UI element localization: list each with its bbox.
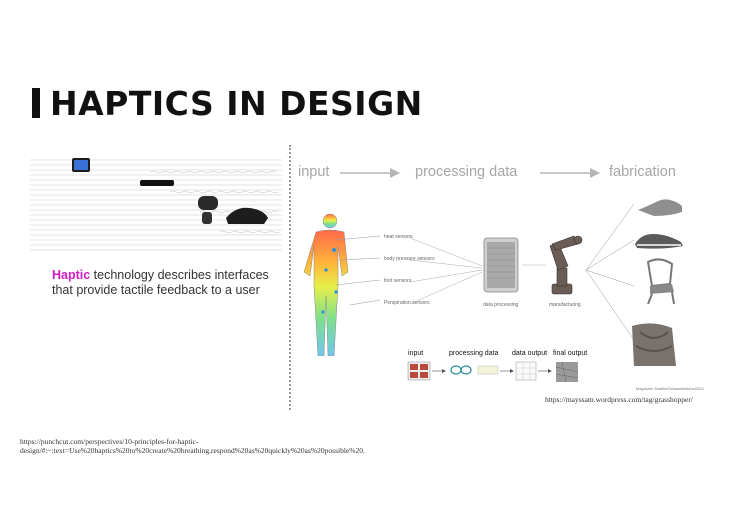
chair-photo bbox=[640, 258, 680, 304]
arrow-right-icon bbox=[340, 165, 400, 181]
column-divider bbox=[289, 145, 291, 410]
sensor-connectors bbox=[330, 230, 390, 310]
subflow-input: input bbox=[408, 350, 424, 357]
haptic-keyword: Haptic bbox=[52, 268, 91, 282]
step-fabrication-label: fabrication bbox=[609, 164, 676, 180]
haptic-description bbox=[52, 268, 282, 298]
garment-photo bbox=[626, 322, 682, 368]
image-source-url[interactable]: https://mayssam.wordpress.com/tag/grasshopper/ bbox=[545, 395, 693, 404]
hand-photo bbox=[636, 194, 684, 216]
shoe-photo bbox=[633, 230, 685, 250]
image-credit: Mayssam Shaffer/Schawniilstone2023 bbox=[636, 386, 704, 391]
step-input-label: input bbox=[298, 164, 330, 180]
sensor-label: foot sensors bbox=[384, 278, 412, 284]
sensor-label: body pressure sensors bbox=[384, 256, 435, 262]
stage-label: manufacturing bbox=[549, 302, 581, 308]
robot-arm-icon bbox=[544, 232, 588, 296]
slide-title: HAPTICS IN DESIGN bbox=[50, 84, 423, 123]
subflow-final-output: final output bbox=[553, 350, 588, 357]
title-accent-bar bbox=[32, 88, 40, 118]
haptic-device-timeline bbox=[30, 152, 282, 262]
subflow-processing: processing data bbox=[449, 350, 499, 357]
subflow-data-output: data output bbox=[512, 350, 548, 357]
sensor-label: Perspiration sensors bbox=[384, 300, 430, 306]
converging-lines bbox=[410, 236, 490, 306]
subflow-diagram bbox=[406, 360, 586, 386]
connector-line bbox=[522, 262, 546, 268]
step-processing-label: processing data bbox=[415, 164, 518, 180]
source-url[interactable]: https://punchcut.com/perspectives/10-principles-for-haptic-design/#:~:text=Use%20haptics%20to%20create%20breathing,respond%20as%20quickly%20as%20possible%20. bbox=[20, 437, 365, 455]
arduino-logo bbox=[451, 366, 471, 374]
arrow-right-icon bbox=[540, 165, 600, 181]
sensor-label: heat sensors bbox=[384, 234, 413, 240]
haptic-description-text: technology describes interfaces that provide tactile feedback to a user bbox=[52, 268, 269, 297]
stage-label: data processing bbox=[483, 302, 519, 308]
computer-tower-icon bbox=[482, 236, 522, 294]
